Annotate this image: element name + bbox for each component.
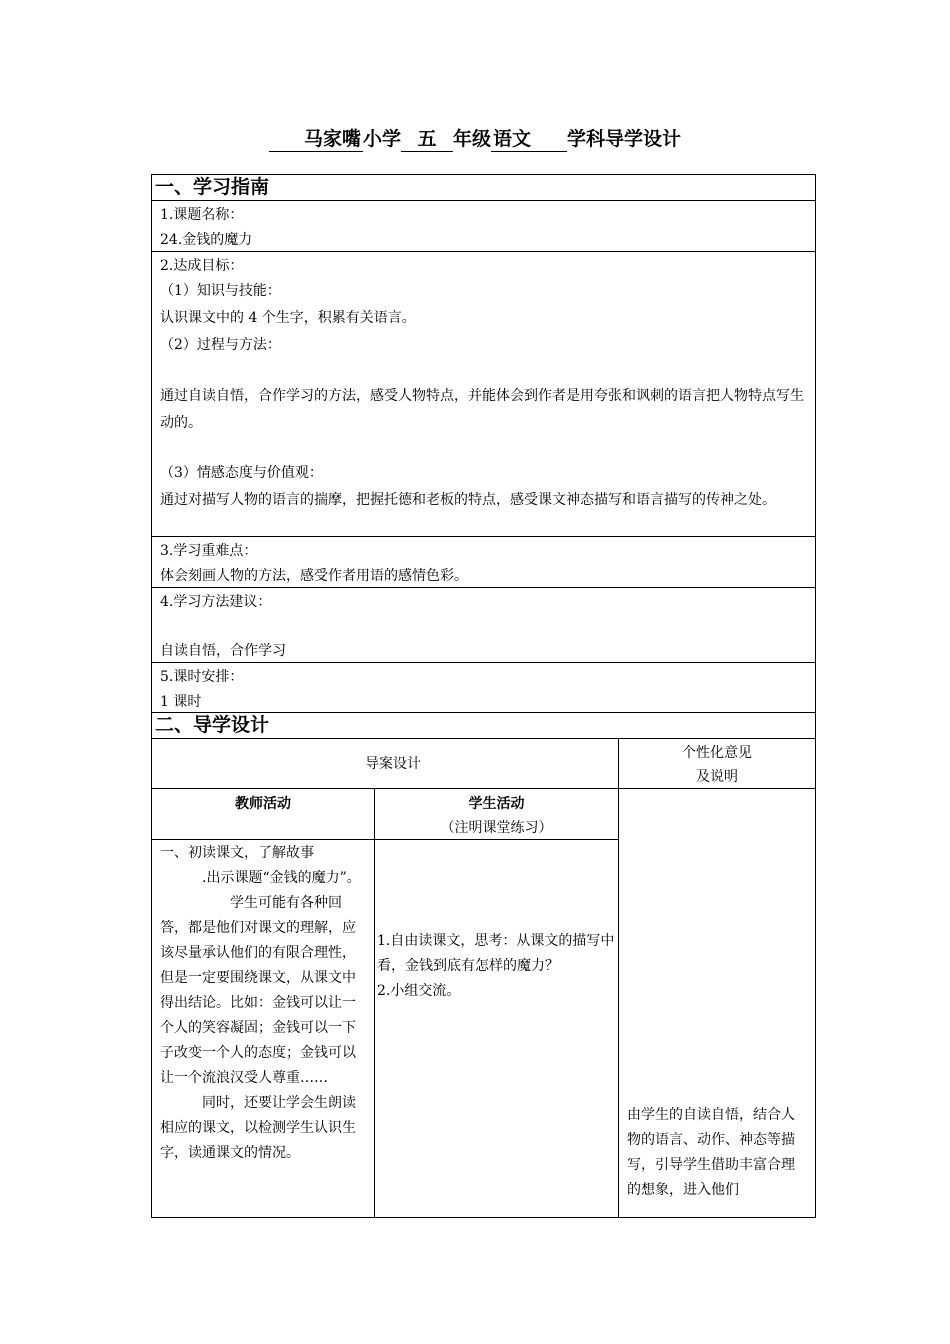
teacher-header: 教师活动 (235, 796, 291, 812)
notes-header-line1: 个性化意见 (682, 745, 752, 761)
school-suffix: 小学 (362, 128, 401, 150)
activities-area (152, 789, 815, 1217)
emotion-label: （3）情感态度与价值观： (160, 465, 323, 481)
notes-header (619, 739, 815, 791)
design-header: 导案设计 (365, 756, 421, 772)
section2-heading: 二、导学设计 (152, 713, 815, 739)
notes-header-line2: 及说明 (696, 769, 738, 785)
notes-text: 由学生的自读自悟，结合人物的语言、动作、神态等描写，引导学生借助丰富合理的想象，进入他们 (627, 1107, 795, 1198)
goals-row (152, 252, 815, 537)
design-header-row (152, 739, 815, 789)
teacher-text-4: 同时，还要让学会生朗读相应的课文，以检测学生认识生字，读通课文的情况。 (160, 1095, 356, 1161)
guide-table (151, 174, 816, 1218)
process-text: 通过自读自悟，合作学习的方法，感受人物特点，并能体会到作者是用夸张和讽刺的语言把人物特点写生动的。 (160, 388, 804, 431)
knowledge-label: （1）知识与技能： (160, 283, 281, 299)
grade-suffix: 年级 (452, 128, 491, 150)
schedule-label: 5.课时安排： (160, 669, 244, 685)
section1-heading: 一、学习指南 (152, 175, 815, 201)
teacher-text-2: .出示课题“金钱的魔力”。 (202, 870, 361, 886)
student-activity (375, 927, 618, 1006)
student-header: 学生活动 (468, 796, 525, 812)
process-label: （2）过程与方法： (160, 337, 281, 353)
schedule-value: 1 课时 (160, 694, 202, 710)
knowledge-text: 认识课文中的 4 个生字，积累有关语言。 (160, 310, 416, 326)
method-value: 自读自悟，合作学习 (160, 643, 286, 659)
teacher-text-3: 学生可能有各种回答，都是他们对课文的理解，应该尽量承认他们的有限合理性，但是一定要围绕课文，从课文中得出结论。比如：金钱可以让一个人的笑容凝固；金钱可以一下子改变一个人的态度；金钱可以让一个流浪汉受人尊重…… (160, 895, 356, 1086)
topic-value: 24.金钱的魔力 (160, 232, 253, 248)
method-row (152, 588, 815, 663)
student-text-1: 1.自由读课文，思考：从课文的描写中看，金钱到底有怎样的魔力？ (377, 933, 615, 974)
schedule-row (152, 663, 815, 713)
student-text-2: 2.小组交流。 (377, 983, 461, 999)
difficulty-row (152, 537, 815, 588)
method-label: 4.学习方法建议： (160, 594, 272, 610)
student-subheader: （注明课堂练习） (440, 820, 553, 836)
subject-value: 语文 (491, 124, 567, 152)
topic-row (152, 201, 815, 252)
grade-value: 五 (401, 124, 453, 152)
student-header-block (375, 790, 618, 842)
goals-label: 2.达成目标： (160, 258, 244, 274)
emotion-text: 通过对描写人物的语言的揣摩，把握托德和老板的特点，感受课文神态描写和语言描写的传神之处。 (160, 492, 776, 508)
topic-label: 1.课题名称： (160, 207, 244, 223)
teacher-text-1: 一、初读课文，了解故事 (160, 845, 314, 861)
teacher-activity (152, 840, 374, 1167)
school-name: 马家嘴 (269, 124, 363, 152)
difficulty-value: 体会刻画人物的方法，感受作者用语的感情色彩。 (160, 568, 468, 584)
document-title (0, 124, 950, 152)
title-suffix: 学科导学设计 (567, 128, 682, 150)
difficulty-label: 3.学习重难点： (160, 543, 258, 559)
